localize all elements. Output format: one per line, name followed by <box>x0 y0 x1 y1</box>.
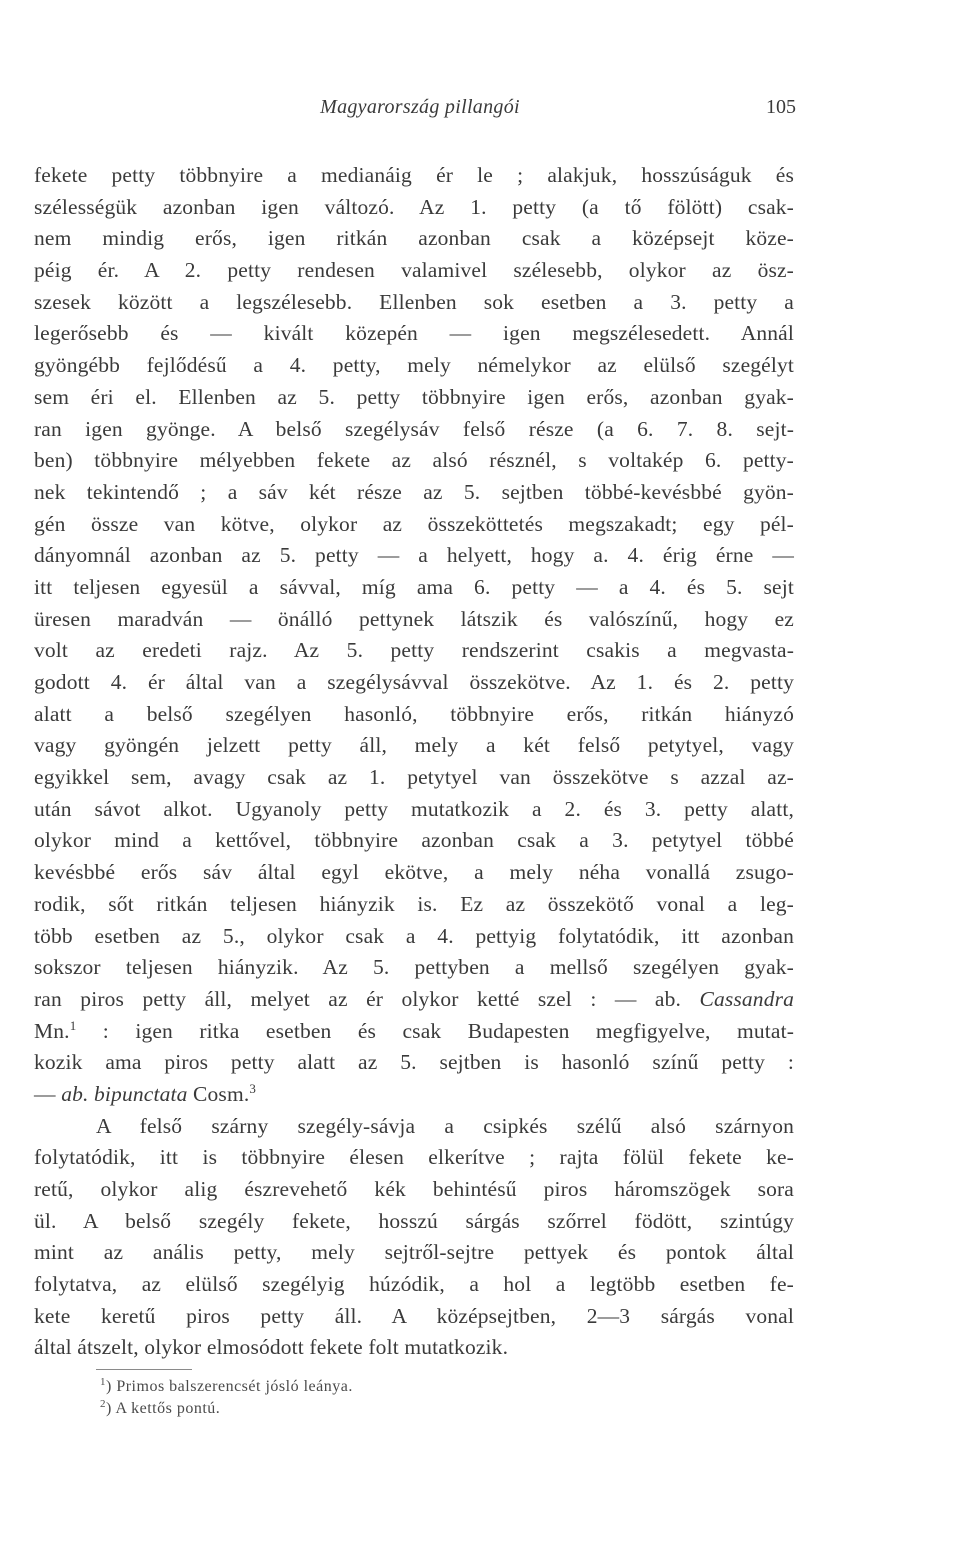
text-line: szesek között a legszélesebb. Ellenben sok esetben a 3. petty a <box>34 289 794 314</box>
text-line: mint az anális petty, mely sejtről-sejtre pettyek és pontok által <box>34 1240 794 1265</box>
text-line: nem mindig erős, igen ritkán azonban csak a középsejt köze- <box>34 226 794 251</box>
text-line: volt az eredeti rajz. Az 5. petty rendszerint csakis a megvasta- <box>34 638 794 663</box>
text-line <box>34 1016 794 1048</box>
footnote-reference: 1 <box>69 1017 77 1033</box>
text-line: godott 4. ér által van a szegélysávval összekötve. Az 1. és 2. petty <box>34 670 794 694</box>
footnote-mark: 1 <box>100 1376 106 1388</box>
text-line: rodik, sőt ritkán teljesen hiányzik is. Ez az összekötő vonal a leg- <box>34 891 794 916</box>
text-line: gén össze van kötve, olykor az összeköttetés megszakadt; egy pél- <box>34 511 794 536</box>
text-line: ül. A belső szegély fekete, hosszú sárgás szőrrel födött, szintúgy <box>34 1208 794 1233</box>
footnotes <box>100 1376 600 1420</box>
text-segment: Cosm. <box>187 1081 250 1106</box>
text-line: üresen maradván — önálló pettynek látszik és valószínű, hogy ez <box>34 606 794 631</box>
text-segment: : igen ritka esetben és csak Budapesten megfigyelve, mutat- <box>76 1018 794 1043</box>
species-name: Cassandra <box>699 986 795 1011</box>
body-text <box>34 160 794 1364</box>
footnote-mark: 2 <box>100 1398 106 1410</box>
text-line: szélességük azonban igen változó. Az 1. petty (a tő fölött) csak- <box>34 194 794 219</box>
text-line: ran igen gyönge. A belső szegélysáv felső része (a 6. 7. 8. sejt- <box>34 416 794 441</box>
footnote-divider <box>96 1369 192 1370</box>
footnote-text: ) A kettős pontú. <box>106 1400 221 1417</box>
text-line: alatt a belső szegélyen hasonló, többnyire erős, ritkán hiányzó <box>34 701 794 726</box>
text-line: olykor mind a kettővel, többnyire azonban csak a 3. petytyel többé <box>34 828 794 853</box>
text-line <box>34 984 794 1016</box>
text-line: sem éri el. Ellenben az 5. petty többnyire igen erős, azonban gyak- <box>34 384 794 409</box>
text-line <box>34 1079 794 1111</box>
text-line: folytatódik, itt is többnyire élesen elkerítve ; rajta fölül fekete ke- <box>34 1145 794 1170</box>
paragraph-first-line: A felső szárny szegély-sávja a csipkés szélű alsó szárnyon <box>96 1113 794 1138</box>
text-segment: — <box>34 1081 62 1106</box>
text-line: péig ér. A 2. petty rendesen valamivel szélesebb, olykor az ösz- <box>34 258 794 283</box>
text-line: dányomnál azonban az 5. petty — a helyett, hogy a. 4. érig érne — <box>34 543 794 568</box>
text-line: egyikkel sem, avagy csak az 1. petytyel van összekötve s azzal az- <box>34 765 794 790</box>
footnote-text: ) Primos balszerencsét jósló leánya. <box>106 1378 353 1395</box>
text-line: sokszor teljesen hiányzik. Az 5. pettyben a mellső szegélyen gyak- <box>34 955 794 980</box>
text-line: retű, olykor alig észrevehető kék behintésű piros háromszögek sora <box>34 1177 794 1201</box>
text-line: által átszelt, olykor elmosódott fekete folt mutatkozik. <box>34 1335 509 1360</box>
text-segment: ran piros petty áll, melyet az ér olykor ketté szel : — ab. <box>34 986 682 1011</box>
running-head <box>0 96 960 126</box>
text-line: nek tekintendő ; a sáv két része az 5. sejtben többé-kevésbbé gyön- <box>34 479 794 504</box>
text-line: legerősebb és — kivált közepén — igen megszélesedett. Annál <box>34 321 794 346</box>
text-line: kevésbbé erős sáv által egyl ekötve, a mely néha vonallá zsugo- <box>34 860 794 885</box>
footnote-reference: 3 <box>249 1080 257 1096</box>
text-line: kete keretű piros petty áll. A középsejtben, 2—3 sárgás vonal <box>34 1303 794 1328</box>
text-line: itt teljesen egyesül a sávval, míg ama 6. petty — a 4. és 5. sejt <box>34 574 794 599</box>
footnote <box>100 1398 600 1420</box>
page-number: 105 <box>766 96 796 118</box>
text-segment: Mn. <box>34 1018 70 1043</box>
running-title: Magyarország pillangói <box>320 96 520 118</box>
species-name: ab. bipunctata <box>61 1081 188 1106</box>
text-line: folytatva, az elülső szegélyig húzódik, a hol a legtöbb esetben fe- <box>34 1272 794 1297</box>
text-line: vagy gyöngén jelzett petty áll, mely a két felső petytyel, vagy <box>34 733 794 758</box>
text-line: gyöngébb fejlődésű a 4. petty, mely némelykor az elülső szegélyt <box>34 353 794 378</box>
text-line: több esetben az 5., olykor csak a 4. pettyig folytatódik, itt azonban <box>34 923 794 948</box>
text-line: kozik ama piros petty alatt az 5. sejtben is hasonló színű petty : <box>34 1050 794 1075</box>
text-line: ben) többnyire mélyebben fekete az alsó résznél, s voltakép 6. petty- <box>34 448 794 473</box>
text-line: után sávot alkot. Ugyanoly petty mutatkozik a 2. és 3. petty alatt, <box>34 796 794 821</box>
footnote <box>100 1376 600 1398</box>
text-line: fekete petty többnyire a medianáig ér le ; alakjuk, hosszúságuk és <box>34 163 794 187</box>
